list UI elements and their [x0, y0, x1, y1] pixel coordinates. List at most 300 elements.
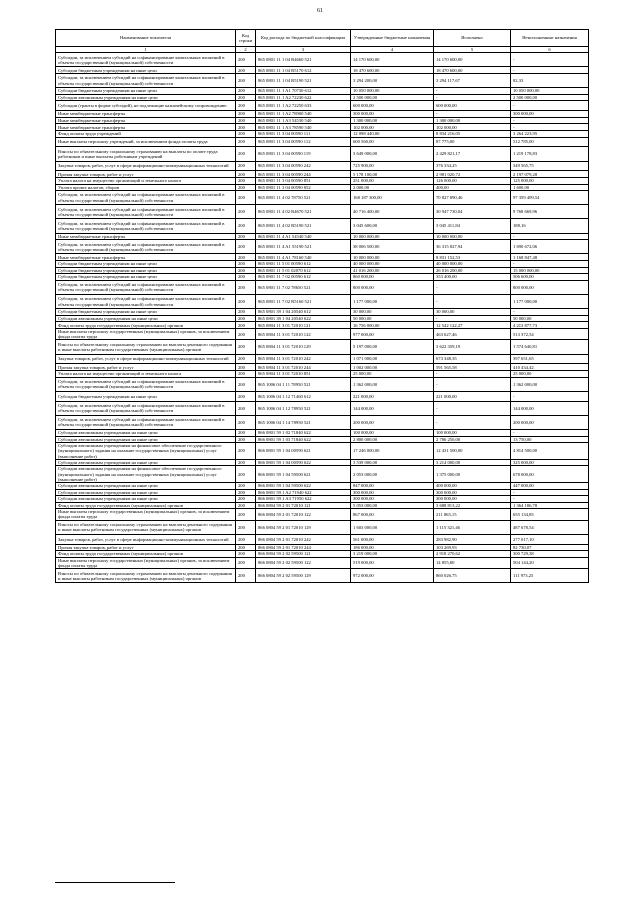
classification-code-cell: 865 0801 11 3 04 00590 119: [256, 147, 351, 161]
table-row: [56, 205, 589, 219]
approved-amount-cell: 17 246 000,00: [351, 443, 434, 460]
indicator-name-cell: Иные выплаты персоналу государственных (муниципальных) органов, за исключением фонда оплаты труда: [56, 509, 236, 520]
approved-amount-cell: 3 045 600,00: [351, 219, 434, 233]
approved-amount-cell: 2 053 000,00: [351, 466, 434, 483]
indicator-name-cell: Субсидии автономным учреждениям на финансовое обеспечение государственного (муниципального) задания на оказание государственных (муниципальных) услуг (выполнение работ): [56, 443, 236, 460]
executed-amount-cell: 673 348,35: [434, 354, 511, 364]
approved-amount-cell: 1 603 000,00: [351, 520, 434, 534]
table-row: [56, 111, 589, 118]
unexecuted-amount-cell: -: [511, 124, 589, 131]
column-number: 3: [256, 47, 351, 53]
executed-amount-cell: 12 431 500,00: [434, 443, 511, 460]
table-row: [56, 219, 589, 233]
line-code-cell: 200: [236, 261, 256, 268]
line-code-cell: 200: [236, 94, 256, 101]
indicator-name-cell: Субсидии бюджетным учреждениям на иные цели: [56, 88, 236, 95]
indicator-name-cell: Субсидии, за исключением субсидий на софинансирование капитальных вложений в объекты государственной (муниципальной) собственности: [56, 401, 236, 415]
indicator-name-cell: Иные выплаты персоналу государственных (муниципальных) органов, за исключением фонда оплаты труда: [56, 328, 236, 339]
table-row: [56, 340, 589, 354]
classification-code-cell: 865 0801 11 3 04 00590 244: [256, 171, 351, 178]
executed-amount-cell: 600 000,00: [434, 101, 511, 111]
approved-amount-cell: 25 000,00: [351, 370, 434, 377]
table-row: [56, 322, 589, 329]
classification-code-cell: 865 0801 11 3 04 00590 851: [256, 177, 351, 184]
table-row: [56, 354, 589, 364]
table-row: [56, 364, 589, 371]
executed-amount-cell: -: [434, 377, 511, 391]
classification-code-cell: 865 0801 11 4 A1 55190 521: [256, 240, 351, 254]
approved-amount-cell: 561 000,00: [351, 534, 434, 544]
executed-amount-cell: 10 000 000,00: [434, 233, 511, 240]
executed-amount-cell: 1 375 000,00: [434, 466, 511, 483]
indicator-name-cell: Иные межбюджетные трансферты: [56, 124, 236, 131]
executed-amount-cell: 2 429 821,17: [434, 147, 511, 161]
line-code-cell: 200: [236, 309, 256, 316]
classification-code-cell: 865 0801 11 1 A2 78900 540: [256, 111, 351, 118]
unexecuted-amount-cell: -: [511, 309, 589, 316]
approved-amount-cell: 972 000,00: [351, 569, 434, 583]
approved-amount-cell: 102 000,00: [351, 124, 434, 131]
table-row: [56, 53, 589, 67]
unexecuted-amount-cell: 1 690 672,06: [511, 240, 589, 254]
unexecuted-amount-cell: 655 134,85: [511, 509, 589, 520]
line-code-cell: 200: [236, 219, 256, 233]
unexecuted-amount-cell: 410 434,42: [511, 364, 589, 371]
line-code-cell: 200: [236, 569, 256, 583]
line-code-cell: 200: [236, 502, 256, 509]
header-executed: Исполнено: [434, 30, 511, 47]
classification-code-cell: 866 0801 59 1 04 59500 621: [256, 466, 351, 483]
executed-amount-cell: 70 827 890,46: [434, 191, 511, 205]
unexecuted-amount-cell: 678 000,00: [511, 466, 589, 483]
unexecuted-amount-cell: 277 017,10: [511, 534, 589, 544]
table-row: [56, 137, 589, 147]
approved-amount-cell: 1 002 000,00: [351, 364, 434, 371]
page-number: 61: [317, 8, 323, 14]
unexecuted-amount-cell: 504 144,20: [511, 557, 589, 568]
executed-amount-cell: 18 470 600,00: [434, 67, 511, 74]
approved-amount-cell: 600 560,00: [351, 137, 434, 147]
line-code-cell: 200: [236, 177, 256, 184]
unexecuted-amount-cell: 1 168 847,48: [511, 254, 589, 261]
line-code-cell: 200: [236, 137, 256, 147]
indicator-name-cell: Субсидии автономным учреждениям на иные цели: [56, 482, 236, 489]
indicator-name-cell: Прочая закупка товаров, работ и услуг: [56, 544, 236, 551]
table-row: [56, 101, 589, 111]
unexecuted-amount-cell: 50 000,00: [511, 315, 589, 322]
unexecuted-amount-cell: -: [511, 429, 589, 436]
indicator-name-cell: Субсидии бюджетным учреждениям на иные цели: [56, 274, 236, 281]
line-code-cell: 200: [236, 117, 256, 124]
table-row: [56, 117, 589, 124]
indicator-name-cell: Субсидии, за исключением субсидий на софинансирование капитальных вложений в объекты государственной (муниципальной) собственности: [56, 240, 236, 254]
classification-code-cell: 865 0804 11 3 01 72010 121: [256, 322, 351, 329]
executed-amount-cell: 1 115 321,46: [434, 520, 511, 534]
classification-code-cell: 865 1006 04 1 14 78950 521: [256, 415, 351, 429]
line-code-cell: 200: [236, 557, 256, 568]
approved-amount-cell: 12 098 440,00: [351, 130, 434, 137]
unexecuted-amount-cell: 1 574 640,81: [511, 340, 589, 354]
executed-amount-cell: -: [434, 401, 511, 415]
executed-amount-cell: -: [434, 280, 511, 294]
classification-code-cell: 865 0801 11 5 01 02070 612: [256, 267, 351, 274]
approved-amount-cell: 144 000,00: [351, 401, 434, 415]
line-code-cell: 200: [236, 267, 256, 274]
line-code-cell: 200: [236, 415, 256, 429]
classification-code-cell: 865 0801 11 1 A2 72230 622: [256, 94, 351, 101]
approved-amount-cell: 3 649 000,00: [351, 147, 434, 161]
line-code-cell: 200: [236, 280, 256, 294]
indicator-name-cell: Субсидии (гранты в форме субсидий), не подлежащие казначейскому сопровождению: [56, 101, 236, 111]
table-row: [56, 557, 589, 568]
line-code-cell: 200: [236, 53, 256, 67]
indicator-name-cell: Иные выплаты персоналу учреждений, за исключением фонда оплаты труда: [56, 137, 236, 147]
line-code-cell: 200: [236, 364, 256, 371]
classification-code-cell: 866 0801 59 1 02 71840 622: [256, 429, 351, 436]
executed-amount-cell: 26 016 200,00: [434, 267, 511, 274]
indicator-name-cell: Субсидии, за исключением субсидий на софинансирование капитальных вложений в объекты государственной (муниципальной) собственности: [56, 191, 236, 205]
line-code-cell: 200: [236, 436, 256, 443]
line-code-cell: 200: [236, 401, 256, 415]
classification-code-cell: 866 0804 59 2 01 72010 122: [256, 509, 351, 520]
unexecuted-amount-cell: 2 197 079,28: [511, 171, 589, 178]
indicator-name-cell: Уплата прочих налогов, сборов: [56, 184, 236, 191]
line-code-cell: 200: [236, 466, 256, 483]
classification-code-cell: 866 0804 59 2 02 59500 129: [256, 569, 351, 583]
table-row: [56, 309, 589, 316]
executed-amount-cell: 3 045 411,84: [434, 219, 511, 233]
classification-code-cell: 866 0801 59 1 04 00590 621: [256, 443, 351, 460]
budget-execution-table: [55, 29, 589, 583]
table-row: [56, 466, 589, 483]
table-row: [56, 544, 589, 551]
approved-amount-cell: 50 000,00: [351, 315, 434, 322]
table-row: [56, 88, 589, 95]
indicator-name-cell: Прочая закупка товаров, работ и услуг: [56, 364, 236, 371]
approved-amount-cell: 200 000,00: [351, 415, 434, 429]
line-code-cell: 200: [236, 322, 256, 329]
table-row: [56, 295, 589, 309]
unexecuted-amount-cell: -: [511, 67, 589, 74]
table-row: [56, 171, 589, 178]
executed-amount-cell: 3 688 813,22: [434, 502, 511, 509]
header-indicator-name: Наименование показателя: [56, 30, 236, 47]
unexecuted-amount-cell: 1 177 000,00: [511, 295, 589, 309]
classification-code-cell: 866 0801 59 1 A2 71940 622: [256, 489, 351, 496]
indicator-name-cell: Субсидии автономным учреждениям на иные цели: [56, 94, 236, 101]
line-code-cell: 200: [236, 534, 256, 544]
executed-amount-cell: 3 622 359,19: [434, 340, 511, 354]
unexecuted-amount-cell: 125 000,00: [511, 177, 589, 184]
executed-amount-cell: 591 565,58: [434, 364, 511, 371]
classification-code-cell: 865 0801 11 3 04 00590 111: [256, 130, 351, 137]
approved-amount-cell: 977 000,00: [351, 328, 434, 339]
line-code-cell: 200: [236, 124, 256, 131]
line-code-cell: 200: [236, 520, 256, 534]
line-code-cell: 200: [236, 240, 256, 254]
classification-code-cell: 866 0801 59 1 A3 71950 622: [256, 496, 351, 503]
unexecuted-amount-cell: 4 213 877,73: [511, 322, 589, 329]
approved-amount-cell: 5 053 000,00: [351, 502, 434, 509]
classification-code-cell: 865 1006 04 1 12 78950 521: [256, 401, 351, 415]
unexecuted-amount-cell: -: [511, 101, 589, 111]
line-code-cell: 200: [236, 489, 256, 496]
executed-amount-cell: 400,00: [434, 184, 511, 191]
indicator-name-cell: Субсидии автономным учреждениям на иные цели: [56, 459, 236, 466]
table-row: [56, 415, 589, 429]
table-body: [56, 53, 589, 583]
line-code-cell: 200: [236, 496, 256, 503]
line-code-cell: 200: [236, 111, 256, 118]
table-row: [56, 502, 589, 509]
unexecuted-amount-cell: 512 785,00: [511, 137, 589, 147]
executed-amount-cell: 300 000,00: [434, 496, 511, 503]
column-number: 4: [351, 47, 434, 53]
indicator-name-cell: Иные межбюджетные трансферты: [56, 111, 236, 118]
executed-amount-cell: -: [434, 88, 511, 95]
executed-amount-cell: 14 855,80: [434, 557, 511, 568]
executed-amount-cell: 300 000,00: [434, 489, 511, 496]
classification-code-cell: 865 0804 11 3 01 72010 122: [256, 328, 351, 339]
indicator-name-cell: Субсидии, за исключением субсидий на софинансирование капитальных вложений в объекты государственной (муниципальной) собственности: [56, 415, 236, 429]
unexecuted-amount-cell: -: [511, 496, 589, 503]
column-number: 1: [56, 47, 236, 53]
table-row: [56, 147, 589, 161]
unexecuted-amount-cell: 349 565,75: [511, 161, 589, 171]
approved-amount-cell: 867 000,00: [351, 509, 434, 520]
line-code-cell: 200: [236, 205, 256, 219]
executed-amount-cell: 102 000,00: [434, 124, 511, 131]
approved-amount-cell: 1 300 000,00: [351, 117, 434, 124]
unexecuted-amount-cell: -: [511, 117, 589, 124]
line-code-cell: 200: [236, 509, 256, 520]
table-row: [56, 184, 589, 191]
column-number: 5: [434, 47, 511, 53]
unexecuted-amount-cell: 25 000,00: [511, 370, 589, 377]
table-row: [56, 73, 589, 87]
classification-code-cell: 866 0801 59 1 03 71840 622: [256, 436, 351, 443]
executed-amount-cell: 103 269,93: [434, 544, 511, 551]
approved-amount-cell: 1 362 000,00: [351, 377, 434, 391]
indicator-name-cell: Субсидии, за исключением субсидий на софинансирование капитальных вложений в объекты государственной (муниципальной) собственности: [56, 377, 236, 391]
indicator-name-cell: Субсидии, за исключением субсидий на софинансирование капитальных вложений в объекты государственной (муниципальной) собственности: [56, 205, 236, 219]
approved-amount-cell: 14 170 600,00: [351, 53, 434, 67]
unexecuted-amount-cell: 111 973,25: [511, 569, 589, 583]
executed-amount-cell: 12 542 122,27: [434, 322, 511, 329]
executed-amount-cell: -: [434, 111, 511, 118]
approved-amount-cell: 300 000,00: [351, 489, 434, 496]
line-code-cell: 200: [236, 147, 256, 161]
approved-amount-cell: 10 000 000,00: [351, 233, 434, 240]
column-number: 2: [236, 47, 256, 53]
classification-code-cell: 865 0801 11 1 04 R4660 521: [256, 53, 351, 67]
unexecuted-amount-cell: 506 600,00: [511, 274, 589, 281]
approved-amount-cell: 2 800 000,00: [351, 436, 434, 443]
indicator-name-cell: Субсидии, за исключением субсидий на софинансирование капитальных вложений в объекты государственной (муниципальной) собственности: [56, 73, 236, 87]
table-row: [56, 489, 589, 496]
table-row: [56, 509, 589, 520]
unexecuted-amount-cell: 1 362 000,00: [511, 377, 589, 391]
unexecuted-amount-cell: -: [511, 233, 589, 240]
approved-amount-cell: 519 000,00: [351, 557, 434, 568]
table-row: [56, 436, 589, 443]
unexecuted-amount-cell: 9 768 669,96: [511, 205, 589, 219]
indicator-name-cell: Фонд оплаты труда государственных (муниципальных) органов: [56, 322, 236, 329]
indicator-name-cell: Взносы по обязательному социальному страхованию на выплаты денежного содержания и иные выплаты работникам государственных (муниципальных) органов: [56, 340, 236, 354]
unexecuted-amount-cell: -: [511, 391, 589, 401]
classification-code-cell: 865 0801 11 4 02 R4670 521: [256, 205, 351, 219]
approved-amount-cell: 40 716 400,00: [351, 205, 434, 219]
executed-amount-cell: 376 334,25: [434, 161, 511, 171]
approved-amount-cell: 1 177 000,00: [351, 295, 434, 309]
table-row: [56, 569, 589, 583]
unexecuted-amount-cell: 300 729,38: [511, 551, 589, 558]
table-row: [56, 391, 589, 401]
classification-code-cell: 865 0804 11 3 01 72010 851: [256, 370, 351, 377]
unexecuted-amount-cell: 800 000,00: [511, 280, 589, 294]
indicator-name-cell: Фонд оплаты труда государственных (муниципальных) органов: [56, 551, 236, 558]
classification-code-cell: 865 0801 11 5 01 00590 612: [256, 261, 351, 268]
unexecuted-amount-cell: 325 000,00: [511, 459, 589, 466]
unexecuted-amount-cell: -: [511, 261, 589, 268]
executed-amount-cell: 400 000,00: [434, 482, 511, 489]
line-code-cell: 200: [236, 377, 256, 391]
table-row: [56, 534, 589, 544]
unexecuted-amount-cell: 13 750,00: [511, 436, 589, 443]
approved-amount-cell: 3 539 000,00: [351, 459, 434, 466]
classification-code-cell: 866 0804 59 2 01 72010 242: [256, 534, 351, 544]
table-row: [56, 520, 589, 534]
executed-amount-cell: -: [434, 94, 511, 101]
table-row: [56, 551, 589, 558]
table-row: [56, 401, 589, 415]
table-row: [56, 124, 589, 131]
approved-amount-cell: 40 000 000,00: [351, 261, 434, 268]
unexecuted-amount-cell: 97 359 409,54: [511, 191, 589, 205]
executed-amount-cell: 8 831 152,53: [434, 254, 511, 261]
indicator-name-cell: Иные межбюджетные трансферты: [56, 233, 236, 240]
indicator-name-cell: Субсидии, за исключением субсидий на софинансирование капитальных вложений в объекты государственной (муниципальной) собственности: [56, 219, 236, 233]
header-classification-code: Код расхода по бюджетной классификации: [256, 30, 351, 47]
table-row: [56, 191, 589, 205]
unexecuted-amount-cell: 200 000,00: [511, 415, 589, 429]
table-row: [56, 429, 589, 436]
table-row: [56, 443, 589, 460]
indicator-name-cell: Закупка товаров, работ, услуг в сфере информационно-коммуникационных технологий: [56, 534, 236, 544]
classification-code-cell: 865 0801 11 1 A1 70730 612: [256, 88, 351, 95]
executed-amount-cell: 40 000 000,00: [434, 261, 511, 268]
executed-amount-cell: 2 918 270,62: [434, 551, 511, 558]
approved-amount-cell: 860 000,00: [351, 274, 434, 281]
approved-amount-cell: 168 187 300,00: [351, 191, 434, 205]
approved-amount-cell: 5 178 100,00: [351, 171, 434, 178]
unexecuted-amount-cell: 2 500 000,00: [511, 94, 589, 101]
approved-amount-cell: 38 006 500,00: [351, 240, 434, 254]
indicator-name-cell: Субсидии бюджетным учреждениям на иные цели: [56, 391, 236, 401]
table-row: [56, 130, 589, 137]
indicator-name-cell: Уплата налога на имущество организаций и земельного налога: [56, 177, 236, 184]
approved-amount-cell: 251 000,00: [351, 177, 434, 184]
classification-code-cell: 865 0801 11 3 04 00590 242: [256, 161, 351, 171]
unexecuted-amount-cell: 82,33: [511, 73, 589, 87]
unexecuted-amount-cell: 4 814 500,00: [511, 443, 589, 460]
indicator-name-cell: Закупка товаров, работ, услуг в сфере информационно-коммуникационных технологий: [56, 161, 236, 171]
table-row: [56, 459, 589, 466]
approved-amount-cell: 186 000,00: [351, 544, 434, 551]
executed-amount-cell: 221 000,00: [434, 391, 511, 401]
executed-amount-cell: -: [434, 370, 511, 377]
approved-amount-cell: 10 050 000,00: [351, 88, 434, 95]
line-code-cell: 200: [236, 391, 256, 401]
approved-amount-cell: 1 071 000,00: [351, 354, 434, 364]
classification-code-cell: 865 0801 11 3 04 00590 112: [256, 137, 351, 147]
classification-code-cell: 865 0801 11 4 A1 78160 540: [256, 254, 351, 261]
line-code-cell: 200: [236, 67, 256, 74]
executed-amount-cell: 100 000,00: [434, 429, 511, 436]
table-row: [56, 315, 589, 322]
line-code-cell: 200: [236, 254, 256, 261]
classification-code-cell: 865 0801 11 4 02 78750 521: [256, 191, 351, 205]
line-code-cell: 200: [236, 328, 256, 339]
classification-code-cell: 866 0804 59 2 01 72010 121: [256, 502, 351, 509]
indicator-name-cell: Уплата налога на имущество организаций и земельного налога: [56, 370, 236, 377]
indicator-name-cell: Субсидии, за исключением субсидий на софинансирование капитальных вложений в объекты государственной (муниципальной) собственности: [56, 295, 236, 309]
unexecuted-amount-cell: 447 000,00: [511, 482, 589, 489]
table-header-row: [56, 30, 589, 47]
approved-amount-cell: 2 500 000,00: [351, 94, 434, 101]
line-code-cell: 200: [236, 340, 256, 354]
classification-code-cell: 865 0801 39 1 04 20540 622: [256, 315, 351, 322]
indicator-name-cell: Взносы по обязательному социальному страхованию на выплаты денежного содержания и иные выплаты работникам государственных (муниципальных) органов: [56, 569, 236, 583]
approved-amount-cell: 600 000,00: [351, 101, 434, 111]
unexecuted-amount-cell: 487 678,54: [511, 520, 589, 534]
approved-amount-cell: 800 000,00: [351, 280, 434, 294]
column-number: 6: [511, 47, 589, 53]
indicator-name-cell: Субсидии бюджетным учреждениям на иные цели: [56, 261, 236, 268]
executed-amount-cell: 8 834 216,05: [434, 130, 511, 137]
indicator-name-cell: Закупка товаров, работ, услуг в сфере информационно-коммуникационных технологий: [56, 354, 236, 364]
classification-code-cell: 865 0801 11 7 02 R5160 521: [256, 295, 351, 309]
table-row: [56, 233, 589, 240]
line-code-cell: 200: [236, 459, 256, 466]
table-row: [56, 67, 589, 74]
indicator-name-cell: Взносы по обязательному социальному страхованию на выплаты денежного содержания и иные выплаты работникам государственных (муниципальных) органов: [56, 520, 236, 534]
classification-code-cell: 865 0804 11 3 01 72010 244: [256, 364, 351, 371]
line-code-cell: 200: [236, 354, 256, 364]
approved-amount-cell: 300 000,00: [351, 111, 434, 118]
table-row: [56, 496, 589, 503]
line-code-cell: 200: [236, 191, 256, 205]
line-code-cell: 200: [236, 233, 256, 240]
approved-amount-cell: 221 000,00: [351, 391, 434, 401]
approved-amount-cell: 847 000,00: [351, 482, 434, 489]
executed-amount-cell: 2 981 020,72: [434, 171, 511, 178]
indicator-name-cell: Субсидии автономным учреждениям на иные цели: [56, 429, 236, 436]
classification-code-cell: 866 0804 59 2 01 72010 244: [256, 544, 351, 551]
executed-amount-cell: 30 000,00: [434, 309, 511, 316]
classification-code-cell: 865 0801 11 1 04 R5190 521: [256, 73, 351, 87]
table-row: [56, 377, 589, 391]
approved-amount-cell: 100 000,00: [351, 429, 434, 436]
approved-amount-cell: 3 294 200,00: [351, 73, 434, 87]
approved-amount-cell: 10 000 000,00: [351, 254, 434, 261]
indicator-name-cell: Иные межбюджетные трансферты: [56, 117, 236, 124]
executed-amount-cell: 2 786 250,00: [434, 436, 511, 443]
executed-amount-cell: 3 294 117,67: [434, 73, 511, 87]
line-code-cell: 200: [236, 171, 256, 178]
classification-code-cell: 865 0801 11 4 02 R5190 521: [256, 219, 351, 233]
indicator-name-cell: Субсидии автономным учреждениям на иные цели: [56, 496, 236, 503]
